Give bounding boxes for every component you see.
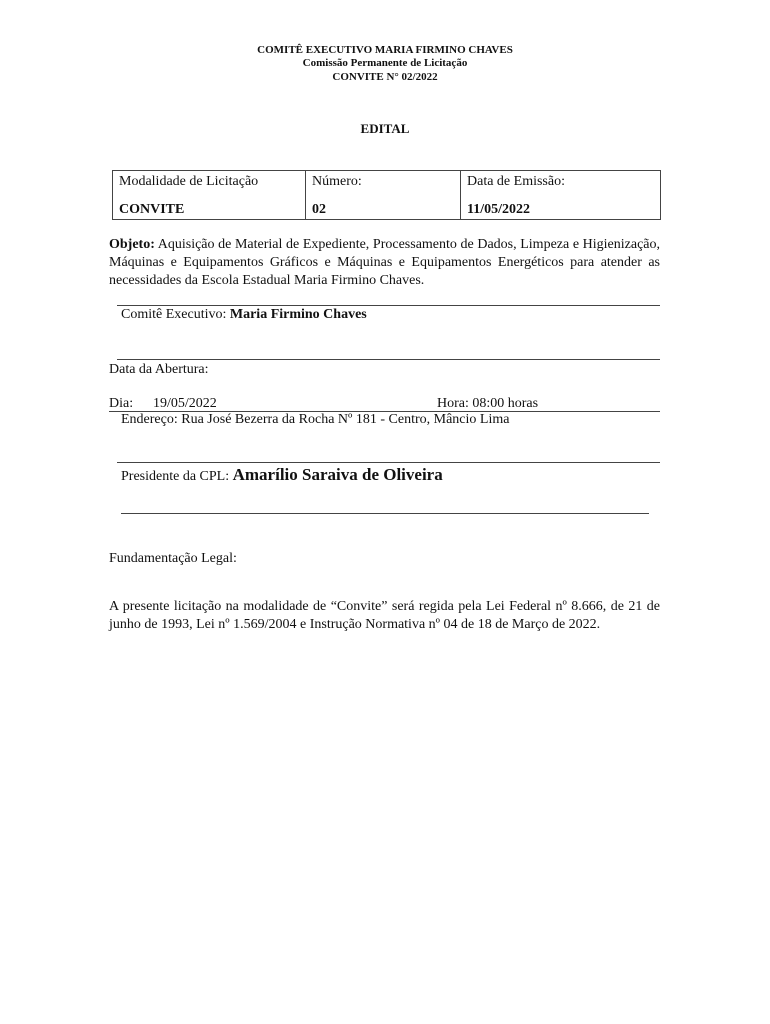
- hora-value: Hora: 08:00 horas: [437, 396, 539, 411]
- data-emissao-label: Data de Emissão:: [467, 174, 565, 189]
- presidente-line: [121, 464, 443, 488]
- objeto-paragraph: [109, 236, 660, 290]
- signature-line: [121, 513, 649, 514]
- document-title: EDITAL: [360, 121, 410, 136]
- numero-cell: [306, 171, 461, 220]
- numero-label: Número:: [312, 174, 362, 189]
- endereco-text: Endereço: Rua José Bezerra da Rocha Nº 181 - Centro, Mâncio Lima: [121, 412, 510, 427]
- presidente-label: Presidente da CPL:: [121, 469, 230, 484]
- comite-line: [121, 306, 367, 324]
- dia-label: Dia:: [109, 396, 134, 411]
- divider-line: [117, 359, 660, 360]
- objeto-label: Objeto:: [109, 237, 155, 252]
- fundamentacao-label: Fundamentação Legal:: [109, 551, 237, 566]
- presidente-name: Amarílio Saraiva de Oliveira: [232, 465, 443, 484]
- objeto-text: Aquisição de Material de Expediente, Processamento de Dados, Limpeza e Higienização, Máquinas e Equipamentos Gráficos e Máquinas e Equipamentos Energéticos para atender as necessidades da Escola Estadual Maria Firmino Chaves.: [109, 237, 661, 288]
- comite-value: Maria Firmino Chaves: [229, 307, 367, 322]
- numero-value: 02: [312, 202, 326, 217]
- comite-label: Comitê Executivo:: [121, 307, 227, 322]
- data-emissao-cell: [461, 171, 661, 220]
- divider-line: [117, 462, 660, 463]
- fundamentacao-text: A presente licitação na modalidade de “Convite” será regida pela Lei Federal nº 8.666, de 21 de junho de 1993, Lei nº 1.569/2004 e Instrução Normativa nº 04 de 18 de Março de 2022.: [109, 599, 660, 632]
- abertura-label: Data da Abertura:: [109, 362, 209, 377]
- header-convite-number: CONVITE N° 02/2022: [332, 71, 438, 83]
- modalidade-cell: [113, 171, 306, 220]
- dia-value: 19/05/2022: [153, 396, 217, 411]
- modalidade-value: CONVITE: [119, 202, 185, 217]
- info-table: [112, 170, 661, 220]
- header-organization: COMITÊ EXECUTIVO MARIA FIRMINO CHAVES: [257, 44, 513, 56]
- header-commission: Comissão Permanente de Licitação: [302, 57, 468, 69]
- data-emissao-value: 11/05/2022: [467, 202, 531, 217]
- modalidade-label: Modalidade de Licitação: [119, 174, 259, 189]
